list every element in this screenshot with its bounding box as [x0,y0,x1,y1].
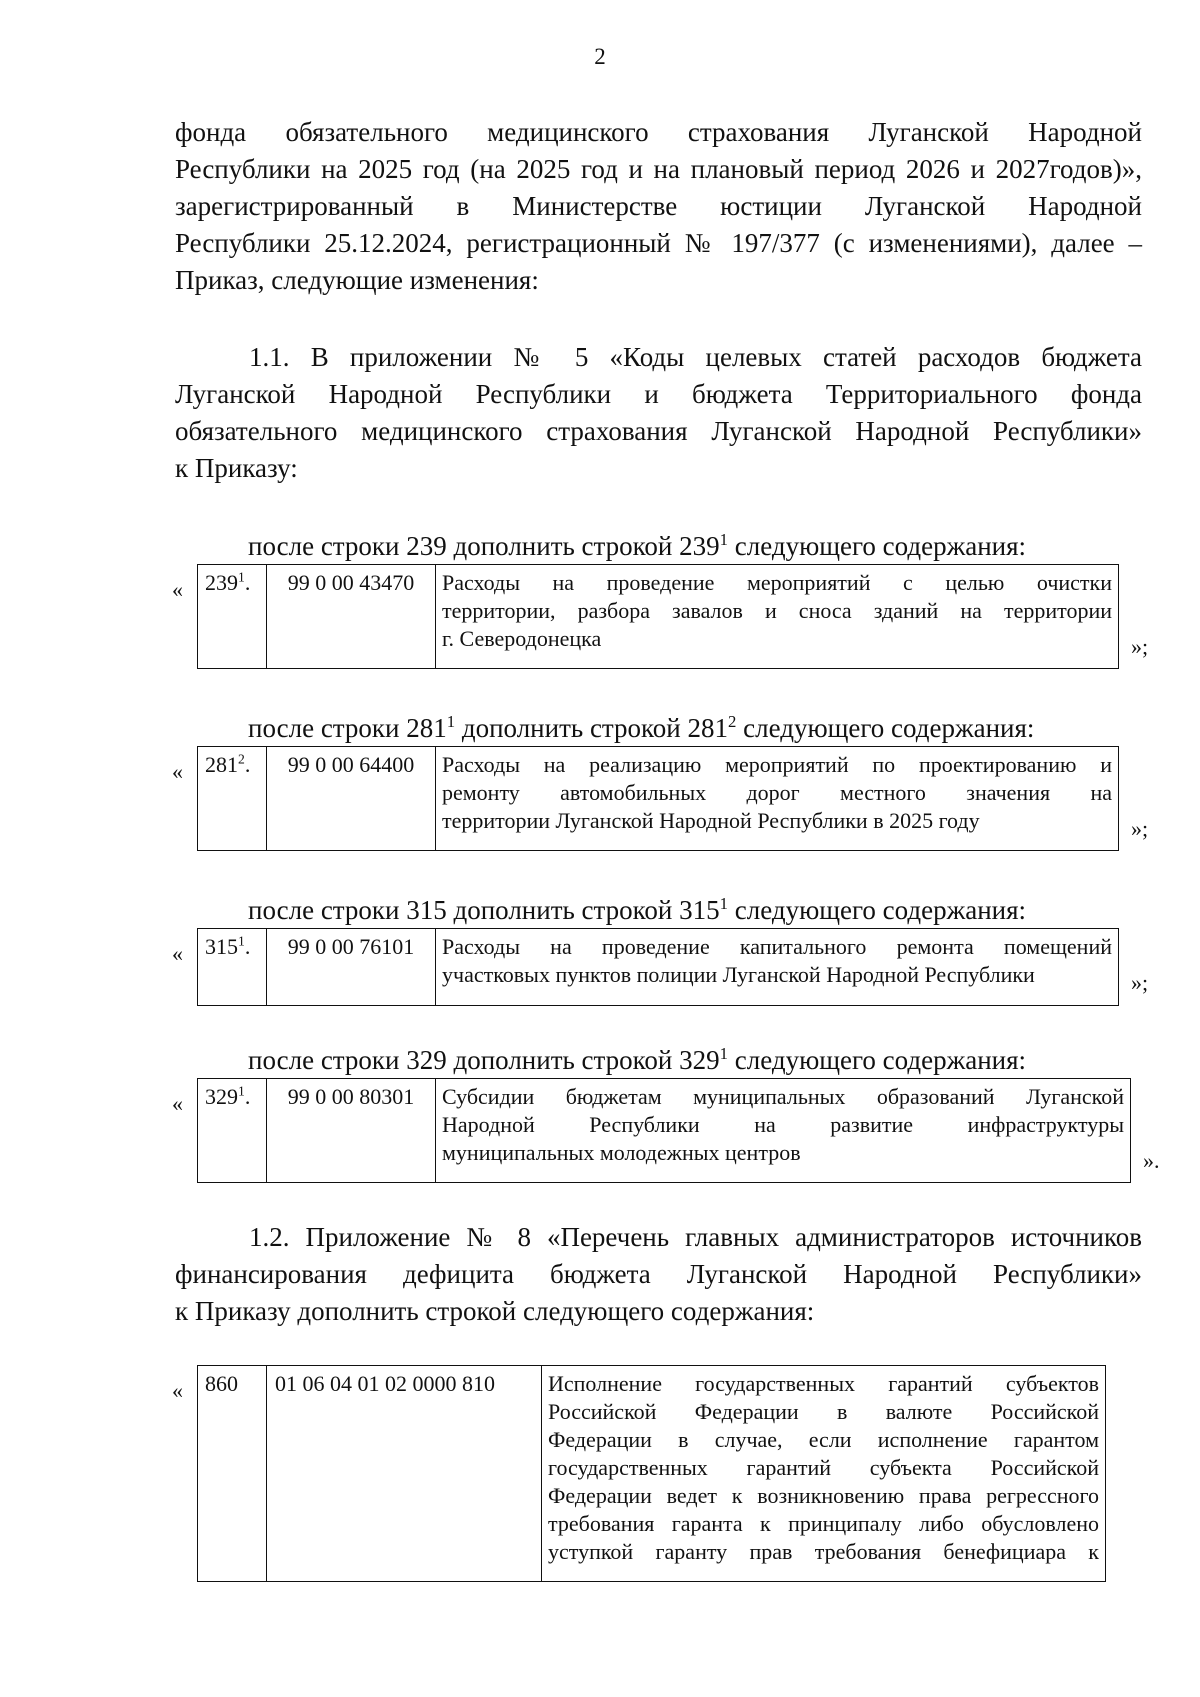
description-line: уступкой гаранту прав требования бенефициара к [548,1539,1099,1564]
row-number-dot: . [244,570,251,595]
final-table [197,1365,1106,1582]
intro-text: следующего содержания: [728,531,1027,561]
insert-table [197,928,1119,1006]
table-row [198,929,1119,1006]
table-row [198,747,1119,851]
intro-text: после строки 329 дополнить строкой 329 [248,1045,720,1075]
description-line: муниципальных молодежных центров [442,1140,801,1165]
intro-superscript: 1 [719,530,728,549]
row-description [436,565,1119,669]
close-quote: »; [1131,816,1149,841]
description-line: Расходы на реализацию мероприятий по проектированию и [442,752,1112,777]
open-quote: « [172,1378,183,1403]
intro-superscript: 1 [719,894,728,913]
description-line: Исполнение государственных гарантий субъектов [548,1371,1099,1396]
row-code: 01 06 04 01 02 0000 810 [267,1366,542,1582]
description-line: Расходы на проведение мероприятий с целью очистки [442,570,1112,595]
text-line: Республики 25.12.2024, регистрационный № 197/377 (с изменениями), далее – [175,228,1142,258]
text-line: зарегистрированный в Министерстве юстиции Луганской Народной [175,191,1142,221]
insert-table [197,1078,1131,1183]
description-line: Федерации ведет к возникновению права регрессного [548,1483,1099,1508]
close-quote: »; [1131,634,1149,659]
text-line: Республики на 2025 год (на 2025 год и на плановый период 2026 и 2027годов)», [175,154,1142,184]
insert-table [197,746,1119,851]
intro-text: следующего содержания: [728,1045,1027,1075]
insert-intro [248,1043,1026,1077]
row-number-value: 329 [205,1084,238,1109]
row-description [436,929,1119,1006]
open-quote: « [172,759,183,784]
row-description [542,1366,1106,1582]
row-description [436,747,1119,851]
description-line: г. Северодонецка [442,626,602,651]
text-line: к Приказу: [175,453,298,483]
row-number-superscript: 1 [238,1083,245,1099]
row-number-value: 239 [205,570,238,595]
intro-text: следующего содержания: [728,895,1027,925]
text-line: фонда обязательного медицинского страхования Луганской Народной [175,117,1142,147]
row-number-superscript: 2 [238,751,245,767]
description-line: Народной Республики на развитие инфраструктуры [442,1112,1124,1137]
row-number-dot: . [244,752,251,777]
close-quote: ». [1143,1148,1160,1173]
description-line: Федерации в случае, если исполнение гарантом [548,1427,1099,1452]
description-line: Расходы на проведение капитального ремонта помещений [442,934,1112,959]
open-quote: « [172,1091,183,1116]
table-row [198,565,1119,669]
intro-text: после строки 315 дополнить строкой 315 [248,895,720,925]
row-number-superscript: 1 [238,933,245,949]
table-row [198,1079,1131,1183]
row-description [436,1079,1131,1183]
text-line: 1.1. В приложении № 5 «Коды целевых статей расходов бюджета [249,342,1142,372]
paragraph-1-1 [175,339,1142,487]
insert-intro [248,529,1026,563]
table-row [198,1366,1106,1582]
text-line: 1.2. Приложение № 8 «Перечень главных администраторов источников [249,1222,1142,1252]
row-number [198,929,267,1006]
row-number-dot: . [244,1084,251,1109]
row-number-superscript: 1 [238,569,245,585]
intro-text: дополнить строкой 281 [455,713,728,743]
row-number [198,747,267,851]
row-code: 99 0 00 76101 [267,929,436,1006]
description-line: государственных гарантий субъекта Российской [548,1455,1099,1480]
description-line: участковых пунктов полиции Луганской Народной Республики [442,962,1035,987]
intro-text: после строки 281 [248,713,447,743]
text-line: к Приказу дополнить строкой следующего содержания: [175,1296,815,1326]
open-quote: « [172,941,183,966]
text-line: финансирования дефицита бюджета Луганской Народной Республики» [175,1259,1142,1289]
description-line: ремонту автомобильных дорог местного значения на [442,780,1112,805]
description-line: Субсидии бюджетам муниципальных образований Луганской [442,1084,1124,1109]
intro-text: следующего содержания: [736,713,1035,743]
description-line: территории, разбора завалов и сноса зданий на территории [442,598,1112,623]
close-quote: »; [1131,970,1149,995]
insert-intro [248,893,1026,927]
intro-superscript: 2 [728,712,737,731]
row-number-dot: . [244,934,251,959]
text-line: обязательного медицинского страхования Луганской Народной Республики» [175,416,1142,446]
text-line: Луганской Народной Республики и бюджета Территориального фонда [175,379,1142,409]
row-code: 99 0 00 64400 [267,747,436,851]
page-number: 2 [594,44,606,69]
row-code: 99 0 00 80301 [267,1079,436,1183]
description-line: территории Луганской Народной Республики в 2025 году [442,808,980,833]
description-line: требования гаранта к принципалу либо обусловлено [548,1511,1099,1536]
paragraph-1-2 [175,1219,1142,1330]
row-code: 99 0 00 43470 [267,565,436,669]
row-number-value: 315 [205,934,238,959]
open-quote: « [172,577,183,602]
insert-table [197,564,1119,669]
intro-text: после строки 239 дополнить строкой 239 [248,531,720,561]
row-number-value: 281 [205,752,238,777]
row-number [198,565,267,669]
row-number: 860 [198,1366,267,1582]
insert-intro [248,711,1034,745]
intro-superscript: 1 [719,1044,728,1063]
row-number [198,1079,267,1183]
text-line: Приказ, следующие изменения: [175,265,539,295]
intro-superscript: 1 [446,712,456,731]
description-line: Российской Федерации в валюте Российской [548,1399,1099,1424]
paragraph-intro [175,114,1142,299]
